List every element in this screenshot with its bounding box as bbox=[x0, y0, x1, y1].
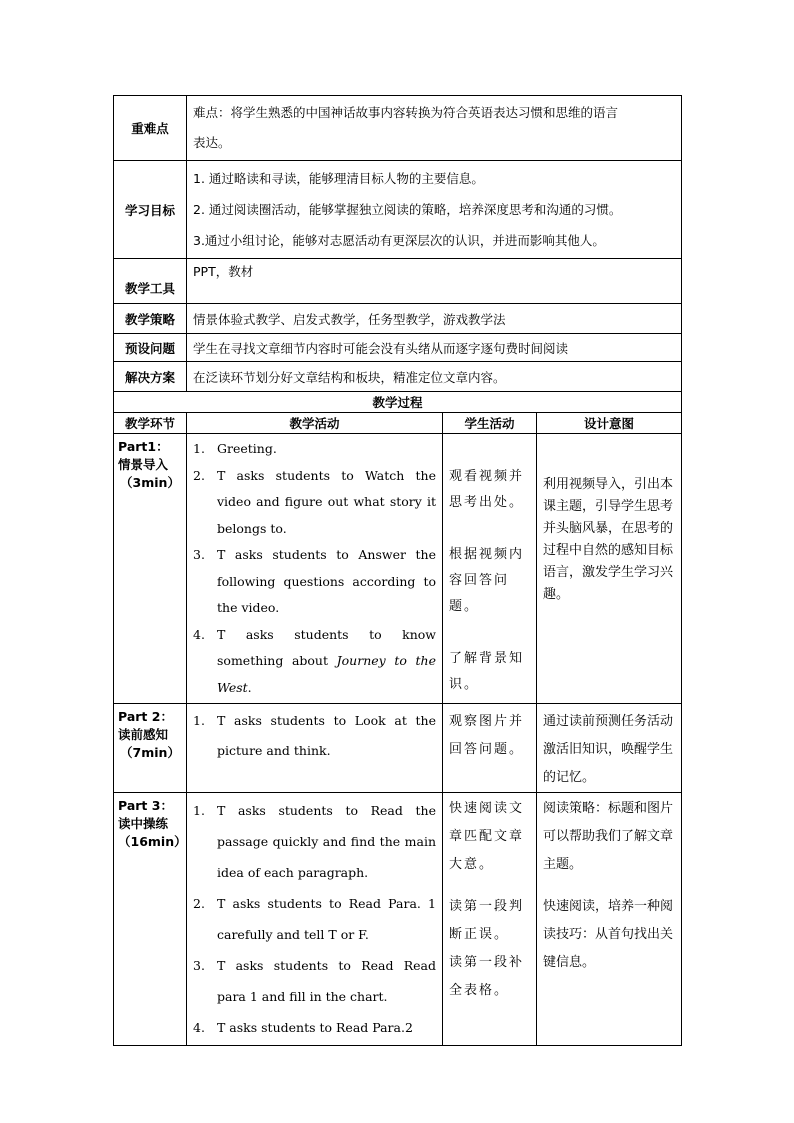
part1-student-activities bbox=[443, 434, 537, 704]
row-process-headers bbox=[114, 413, 682, 434]
value-learning-goals bbox=[187, 161, 682, 259]
activity-number: 1. bbox=[193, 803, 205, 818]
activity-text: Greeting. bbox=[217, 441, 277, 456]
label-tools: 教学工具 bbox=[114, 259, 187, 304]
row-difficulty bbox=[114, 96, 682, 161]
part3-student-1: 快速阅读文章匹配文章大意。 bbox=[449, 801, 525, 872]
book-title: Journey to the West bbox=[217, 653, 436, 695]
part3-stage bbox=[114, 793, 187, 1046]
part3-name: Part 3： bbox=[118, 798, 173, 813]
part1-name: Part1： bbox=[118, 439, 169, 454]
activity-text-end: . bbox=[247, 679, 252, 695]
activity-number: 3. bbox=[193, 547, 205, 562]
label-learning-goals: 学习目标 bbox=[114, 161, 187, 259]
part2-activity-1 bbox=[187, 706, 436, 766]
header-design-intent: 设计意图 bbox=[537, 413, 682, 434]
row-preset-problem bbox=[114, 334, 682, 362]
part1-student-3: 了解背景知识。 bbox=[449, 651, 525, 692]
part3-student-3: 读第一段补全表格。 bbox=[449, 955, 525, 998]
activity-number: 2. bbox=[193, 467, 205, 483]
part3-activity-4 bbox=[187, 1012, 436, 1043]
part3-intent-1: 阅读策略：标题和图片可以帮助我们了解文章主题。 bbox=[543, 801, 674, 872]
part2-student-activities: 观察图片并回答问题。 bbox=[443, 704, 537, 793]
part1-student-1: 观看视频并思考出处。 bbox=[449, 469, 525, 510]
goal-3: 3.通过小组讨论，能够对志愿活动有更深层次的认识，并进而影响其他人。 bbox=[193, 233, 605, 248]
value-difficulty bbox=[187, 96, 682, 161]
row-process-title bbox=[114, 392, 682, 413]
goal-1: 1. 通过略读和寻读，能够理清目标人物的主要信息。 bbox=[193, 171, 484, 186]
part1-activities bbox=[187, 434, 443, 704]
row-learning-goals bbox=[114, 161, 682, 259]
row-strategy bbox=[114, 304, 682, 334]
value-strategy: 情景体验式教学、启发式教学，任务型教学，游戏教学法 bbox=[187, 304, 682, 334]
header-teacher-activity: 教学活动 bbox=[187, 413, 443, 434]
part2-activities bbox=[187, 704, 443, 793]
activity-text: T asks students to Read Para.2 bbox=[217, 1020, 413, 1035]
part1-sub: 情景导入 bbox=[118, 457, 169, 472]
activity-text: T asks students to know something about bbox=[217, 626, 436, 668]
header-student-activity: 学生活动 bbox=[443, 413, 537, 434]
difficulty-line-2: 表达。 bbox=[193, 135, 231, 150]
activity-text: T asks students to Read the passage quickly and find the main idea of each paragraph. bbox=[217, 803, 436, 880]
part2-time: （7min） bbox=[120, 745, 180, 760]
activity-text: T asks students to Watch the video and figure out what story it belongs to. bbox=[217, 467, 436, 536]
part3-activity-3 bbox=[187, 950, 436, 1012]
row-tools bbox=[114, 259, 682, 304]
part3-intent-2: 快速阅读，培养一种阅读技巧：从首句找出关键信息。 bbox=[543, 899, 674, 970]
process-title: 教学过程 bbox=[114, 392, 682, 413]
activity-text: T asks students to Look at the picture and think. bbox=[217, 713, 436, 758]
activity-text: T asks students to Read Read para 1 and fill in the chart. bbox=[217, 958, 436, 1004]
header-stage: 教学环节 bbox=[114, 413, 187, 434]
value-preset-problem: 学生在寻找文章细节内容时可能会没有头绪从而逐字逐句费时间阅读 bbox=[187, 334, 682, 362]
difficulty-line-1: 难点：将学生熟悉的中国神话故事内容转换为符合英语表达习惯和思维的语言 bbox=[193, 105, 619, 120]
activity-number: 1. bbox=[193, 441, 205, 456]
row-part3 bbox=[114, 793, 682, 1046]
part1-activity-2 bbox=[187, 463, 436, 543]
part1-stage bbox=[114, 434, 187, 704]
part1-activity-3 bbox=[187, 542, 436, 622]
part2-sub: 读前感知 bbox=[118, 727, 169, 742]
part3-activity-2 bbox=[187, 888, 436, 950]
label-solution: 解决方案 bbox=[114, 362, 187, 392]
activity-number: 1. bbox=[193, 713, 205, 728]
label-preset-problem: 预设问题 bbox=[114, 334, 187, 362]
part2-stage bbox=[114, 704, 187, 793]
part2-name: Part 2： bbox=[118, 709, 173, 724]
activity-text: T asks students to Read Para. 1 carefully and tell T or F. bbox=[217, 896, 436, 942]
part3-activity-1 bbox=[187, 795, 436, 888]
lesson-plan-sheet bbox=[113, 95, 681, 1046]
activity-number: 2. bbox=[193, 896, 205, 911]
part1-activity-4 bbox=[187, 622, 436, 702]
part1-student-2: 根据视频内容回答问题。 bbox=[449, 547, 525, 614]
row-part2 bbox=[114, 704, 682, 793]
part3-time: （16min） bbox=[118, 834, 187, 849]
activity-text: T asks students to Answer the following questions according to the video. bbox=[217, 547, 436, 615]
part2-design-intent: 通过读前预测任务活动激活旧知识，唤醒学生的记忆。 bbox=[537, 704, 682, 793]
row-solution bbox=[114, 362, 682, 392]
label-difficulty: 重难点 bbox=[114, 96, 187, 161]
part3-activities bbox=[187, 793, 443, 1046]
row-part1 bbox=[114, 434, 682, 704]
part1-time: （3min） bbox=[120, 475, 180, 490]
part1-activity-1 bbox=[187, 436, 436, 463]
lesson-plan-table bbox=[113, 95, 682, 1046]
goal-2: 2. 通过阅读圈活动，能够掌握独立阅读的策略，培养深度思考和沟通的习惯。 bbox=[193, 202, 622, 217]
activity-number: 4. bbox=[193, 1020, 205, 1035]
value-solution: 在泛读环节划分好文章结构和板块，精准定位文章内容。 bbox=[187, 362, 682, 392]
part3-student-2: 读第一段判断正误。 bbox=[449, 899, 525, 942]
activity-number: 3. bbox=[193, 958, 205, 973]
part3-design-intent bbox=[537, 793, 682, 1046]
activity-number: 4. bbox=[193, 626, 205, 642]
part3-student-activities bbox=[443, 793, 537, 1046]
label-strategy: 教学策略 bbox=[114, 304, 187, 334]
value-tools: PPT，教材 bbox=[187, 259, 682, 304]
part1-design-intent: 利用视频导入，引出本课主题，引导学生思考并头脑风暴，在思考的过程中自然的感知目标语言，激发学生学习兴趣。 bbox=[537, 434, 682, 704]
part3-sub: 读中操练 bbox=[118, 816, 169, 831]
